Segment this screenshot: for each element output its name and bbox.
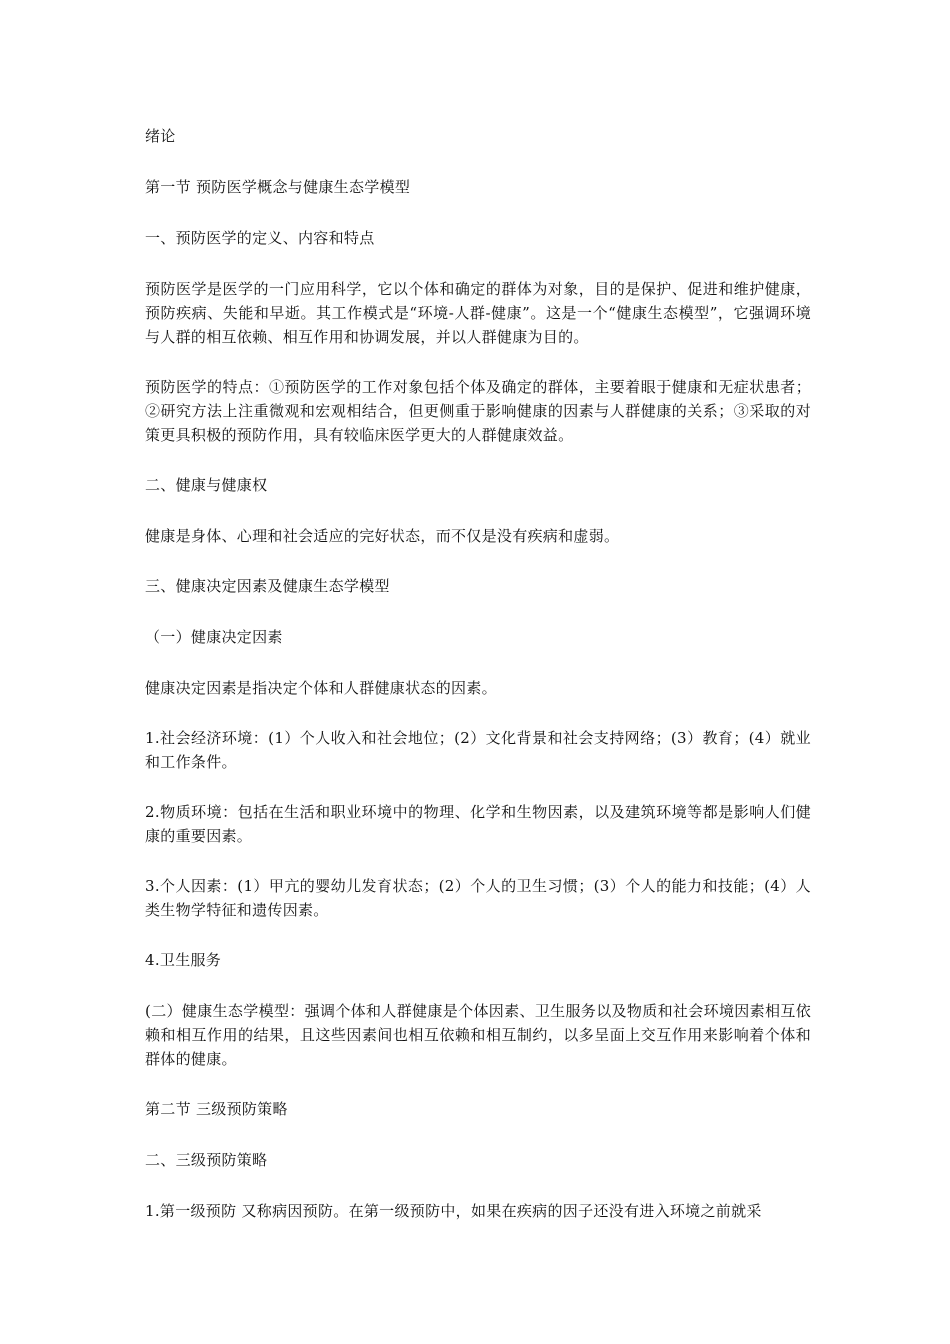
document-page	[145, 124, 811, 1249]
paragraph-primary-prevention: 1.第一级预防 又称病因预防。在第一级预防中，如果在疾病的因子还没有进入环境之前就采	[145, 1202, 762, 1220]
list-item-health-services: 4.卫生服务	[145, 951, 222, 969]
section-title-2: 第二节 三级预防策略	[145, 1100, 288, 1118]
paragraph-health-definition: 健康是身体、心理和社会适应的完好状态，而不仅是没有疾病和虚弱。	[145, 527, 620, 545]
section-title-1: 第一节 预防医学概念与健康生态学模型	[145, 178, 411, 196]
subsection-heading-1: 一、预防医学的定义、内容和特点	[145, 229, 375, 247]
paragraph-characteristics: 预防医学的特点：①预防医学的工作对象包括个体及确定的群体，主要着眼于健康和无症状患者；②研究方法上注重微观和宏观相结合，但更侧重于影响健康的因素与人群健康的关系；③采取的对策更具积极的预防作用，具有较临床医学更大的人群健康效益。	[145, 378, 811, 444]
chapter-title: 绪论	[145, 127, 176, 145]
paragraph-determinants: 健康决定因素是指决定个体和人群健康状态的因素。	[145, 679, 497, 697]
list-item-physical-environment: 2.物质环境：包括在生活和职业环境中的物理、化学和生物因素，以及建筑环境等都是影响人们健康的重要因素。	[145, 803, 811, 845]
subsection-heading-4: 二、三级预防策略	[145, 1151, 268, 1169]
sub-subsection-heading-1: （一）健康决定因素	[145, 628, 283, 646]
subsection-heading-3: 三、健康决定因素及健康生态学模型	[145, 577, 390, 595]
paragraph-ecological-model: (二）健康生态学模型：强调个体和人群健康是个体因素、卫生服务以及物质和社会环境因素相互依赖和相互作用的结果，且这些因素间也相互依赖和相互制约，以多呈面上交互作用来影响着个体和群体的健康。	[145, 1002, 811, 1068]
subsection-heading-2: 二、健康与健康权	[145, 476, 268, 494]
list-item-personal-factors: 3.个人因素：(1）甲亢的婴幼儿发育状态；(2）个人的卫生习惯；(3）个人的能力和技能；(4）人类生物学特征和遗传因素。	[145, 877, 811, 919]
paragraph-definition: 预防医学是医学的一门应用科学，它以个体和确定的群体为对象，目的是保护、促进和维护健康，预防疾病、失能和早逝。其工作模式是“环境-人群-健康”。这是一个“健康生态模型”，它强调环境与人群的相互依赖、相互作用和协调发展，并以人群健康为目的。	[145, 280, 811, 346]
list-item-socioeconomic: 1.社会经济环境：(1）个人收入和社会地位；(2）文化背景和社会支持网络；(3）教育；(4）就业和工作条件。	[145, 729, 811, 771]
